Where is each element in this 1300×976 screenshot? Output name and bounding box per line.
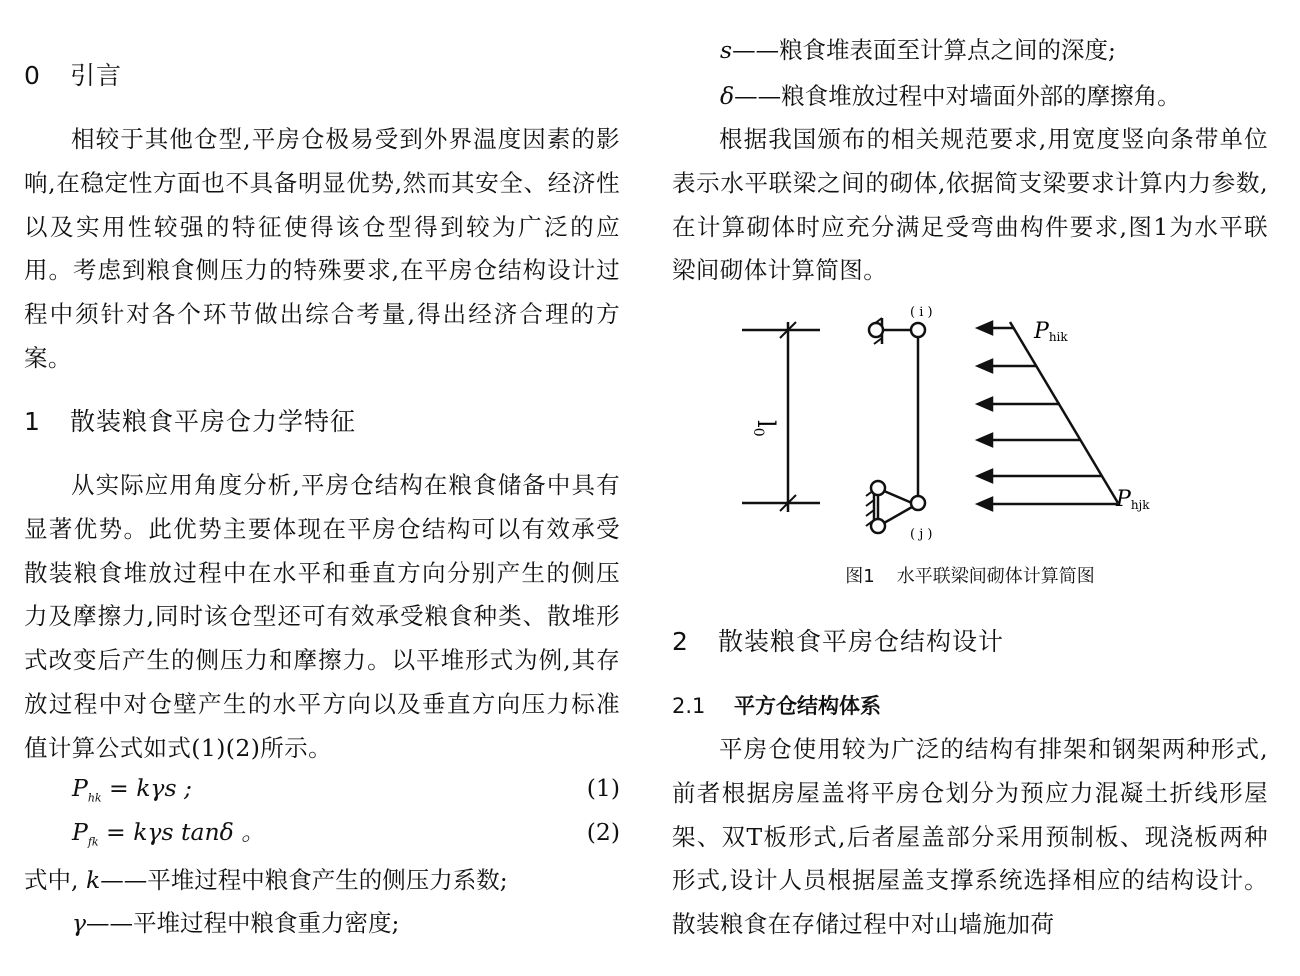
where-gamma: γ——平堆过程中粮食重力密度; xyxy=(72,909,400,937)
load-arrows xyxy=(978,322,1118,510)
label-j: ( j ) xyxy=(910,527,933,542)
section-2-1-paragraph: 平房仓使用较为广泛的结构有排架和钢架两种形式,前者根据房屋盖将平房仓划分为预应力混凝土折线形屋架、双T板形式,后者屋盖部分采用预制板、现浇板两种形式,设计人员根据屋盖支撑系统选择相应的结构设计。散装粮食在存储过程中对山墙施加荷 xyxy=(672,735,1268,939)
figure-1-diagram xyxy=(742,298,1192,548)
label-i: ( i ) xyxy=(910,305,933,320)
intro-paragraph: 相较于其他仓型,平房仓极易受到外界温度因素的影响,在稳定性方面也不具备明显优势,然而其安全、经济性以及实用性较强的特征使得该仓型得到较为广泛的应用。考虑到粮食侧压力的特殊要求,在平房仓结构设计过程中须针对各个环节做出综合考量,得出经济合理的方案。 xyxy=(24,125,620,372)
top-hinge-support xyxy=(869,318,925,344)
equation-1: $P_{hk} = k\gamma s$ ; (1) xyxy=(24,768,620,819)
section-1-heading: 1 散装粮食平房仓力学特征 xyxy=(24,407,357,436)
label-p-hik: Phik xyxy=(1034,319,1068,344)
intro-heading: 0 引言 xyxy=(24,61,123,90)
figure-1-caption: 图1 水平联梁间砌体计算简图 xyxy=(845,566,1095,587)
section-1-continued-paragraph: 根据我国颁布的相关规范要求,用宽度竖向条带单位表示水平联梁之间的砌体,依据简支梁要求计算内力参数,在计算砌体时应充分满足受弯曲构件要求,图1为水平联梁间砌体计算简图。 xyxy=(672,125,1268,285)
where-delta: δ——粮食堆放过程中对墙面外部的摩擦角。 xyxy=(720,82,1181,110)
equation-2: $P_{fk} = k\gamma s$ tanδ 。 (2) xyxy=(24,812,620,863)
equation-2-number: (2) xyxy=(586,818,620,846)
section-2-1-heading: 2.1 平方仓结构体系 xyxy=(672,694,881,718)
label-p-hjk: Phjk xyxy=(1116,487,1150,512)
where-k: 式中, k——平堆过程中粮食产生的侧压力系数; xyxy=(24,866,508,894)
section-1-paragraph: 从实际应用角度分析,平房仓结构在粮食储备中具有显著优势。此优势主要体现在平房仓结构可以有效承受散装粮食堆放过程中在水平和垂直方向分别产生的侧压力及摩擦力,同时该仓型还可有效承受粮食种类、散堆形式改变后产生的侧压力和摩擦力。以平堆形式为例,其存放过程中对仓壁产生的水平方向以及垂直方向压力标准值计算公式如式(1)(2)所示。 xyxy=(24,471,620,762)
label-l0: l0 xyxy=(750,420,780,437)
bottom-pin-support xyxy=(866,481,925,533)
section-2-heading: 2 散装粮食平房仓结构设计 xyxy=(672,627,1005,656)
equation-1-number: (1) xyxy=(586,774,620,802)
where-s: s——粮食堆表面至计算点之间的深度; xyxy=(720,36,1116,64)
